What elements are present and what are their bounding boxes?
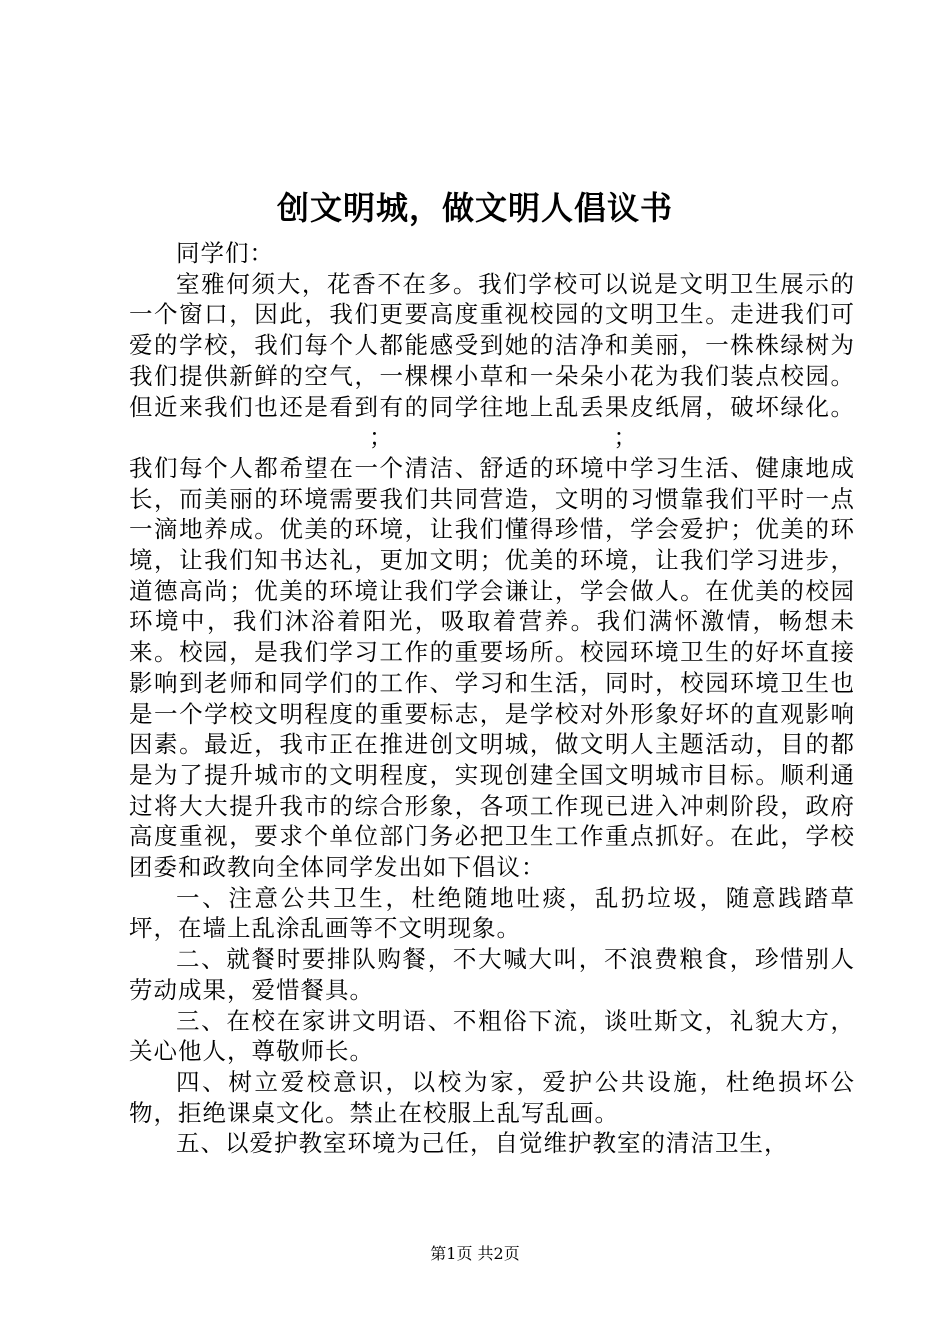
- proposal-item-4: 四、树立爱校意识，以校为家，爱护公共设施，杜绝损坏公物，拒绝课桌文化。禁止在校服上乱写乱画。: [129, 1067, 855, 1127]
- separator-semicolon: ；: [613, 423, 638, 452]
- salutation: 同学们：: [176, 239, 274, 267]
- page-footer: 第1页 共2页: [430, 1244, 520, 1263]
- proposal-item-3: 三、在校在家讲文明语、不粗俗下流，谈吐斯文，礼貌大方，关心他人，尊敬师长。: [129, 1006, 855, 1066]
- proposal-item-1: 一、注意公共卫生，杜绝随地吐痰，乱扔垃圾，随意践踏草坪，在墙上乱涂乱画等不文明现象。: [129, 883, 855, 943]
- paragraph-main: 我们每个人都希望在一个清洁、舒适的环境中学习生活、健康地成长，而美丽的环境需要我们共同营造，文明的习惯靠我们平时一点一滴地养成。优美的环境，让我们懂得珍惜，学会爱护；优美的环境，让我们知书达礼，更加文明；优美的环境，让我们学习进步，道德高尚；优美的环境让我们学会谦让，学会做人。在优美的校园环境中，我们沐浴着阳光，吸取着营养。我们满怀激情，畅想未来。校园，是我们学习工作的重要场所。校园环境卫生的好坏直接影响到老师和同学们的工作、学习和生活，同时，校园环境卫生也是一个学校文明程度的重要标志，是学校对外形象好坏的直观影响因素。最近，我市正在推进创文明城，做文明人主题活动，目的都是为了提升城市的文明程度，实现创建全国文明城市目标。顺利通过将大大提升我市的综合形象，各项工作现已进入冲刺阶段，政府高度重视，要求个单位部门务必把卫生工作重点抓好。在此，学校团委和政教向全体同学发出如下倡议：: [129, 453, 855, 882]
- proposal-item-2: 二、就餐时要排队购餐，不大喊大叫，不浪费粮食，珍惜别人劳动成果，爱惜餐具。: [129, 945, 855, 1004]
- document-title: 创文明城，做文明人倡议书: [276, 189, 673, 227]
- document-body: [129, 238, 855, 1159]
- paragraph-intro: [129, 269, 855, 453]
- separator-semicolon: ；: [369, 423, 394, 452]
- proposal-item-5: 五、以爱护教室环境为己任，自觉维护教室的清洁卫生，: [176, 1129, 789, 1158]
- paragraph-intro-text: 室雅何须大，花香不在多。我们学校可以说是文明卫生展示的一个窗口，因此，我们更要高度重视校园的文明卫生。走进我们可爱的学校，我们每个人都能感受到她的洁净和美丽，一株株绿树为我们提供新鲜的空气，一棵棵小草和一朵朵小花为我们装点校园。但近来我们也还是看到有的同学往地上乱丢果皮纸屑，破坏绿化。: [129, 269, 855, 421]
